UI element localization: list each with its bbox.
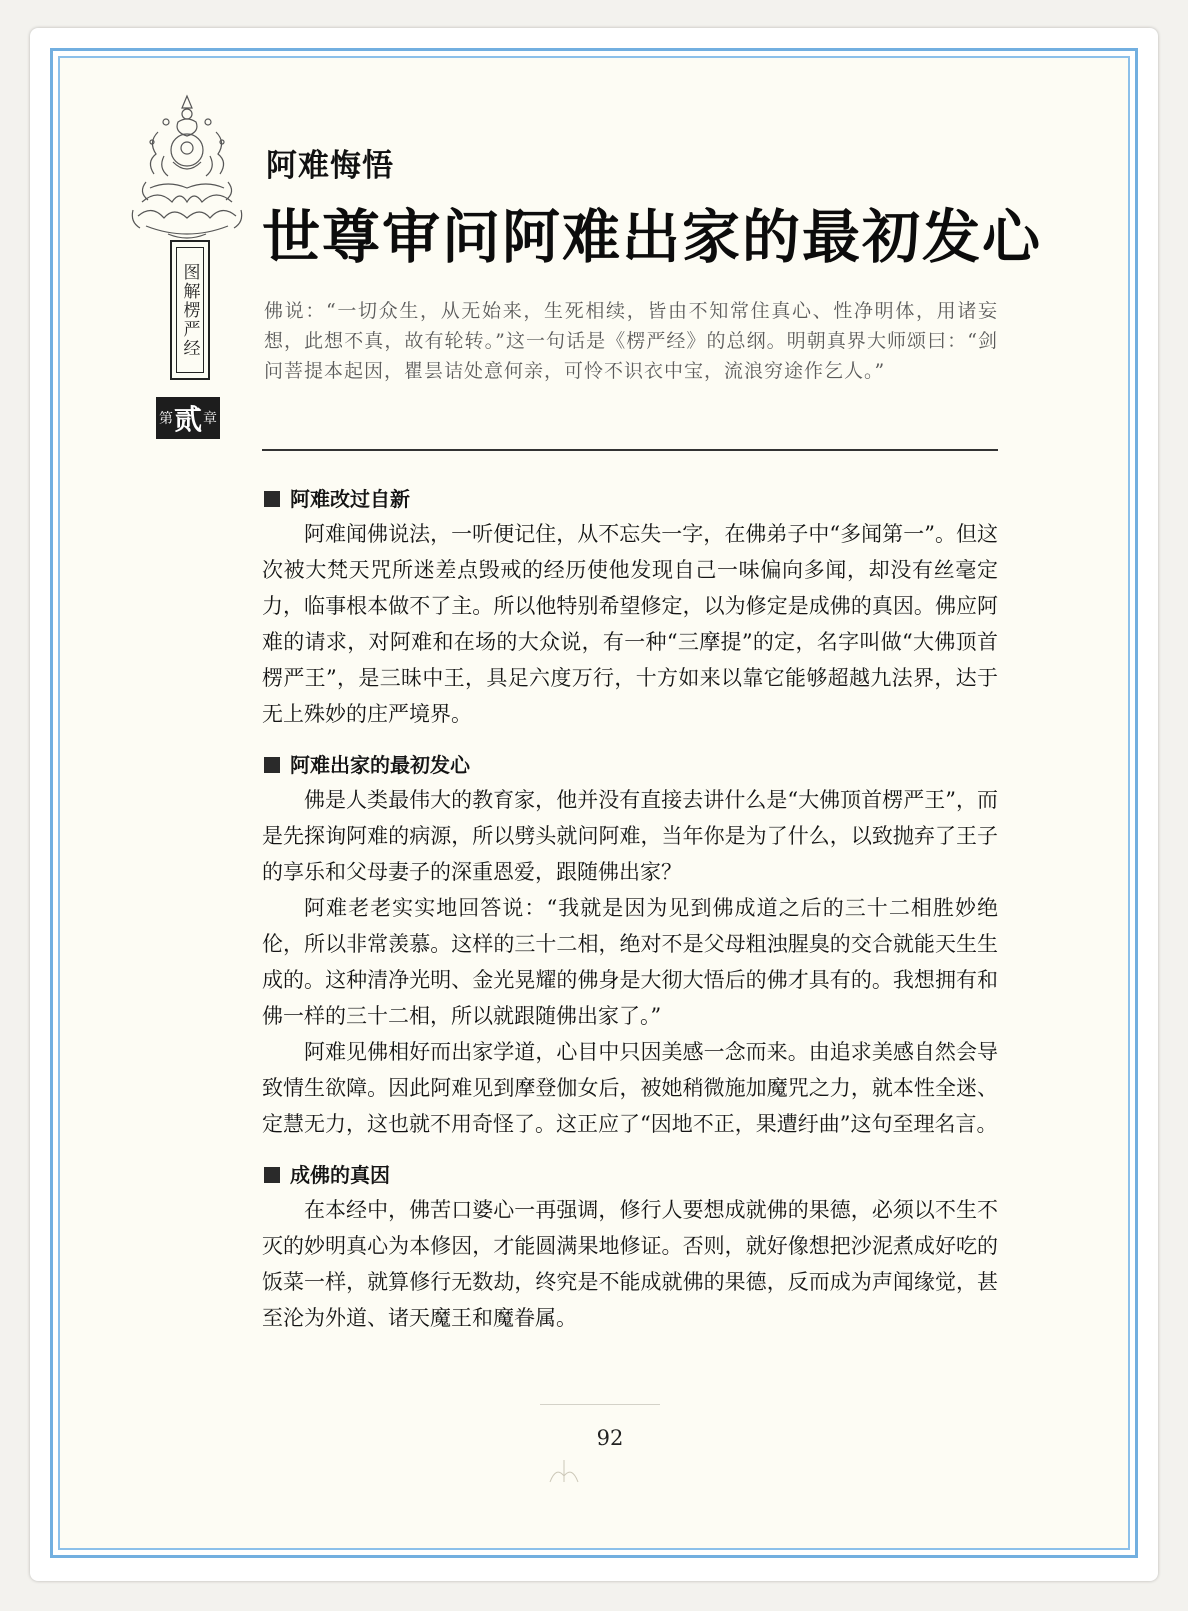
chapter-prefix: 第 — [158, 411, 173, 427]
section-heading-text: 阿难改过自新 — [290, 487, 410, 511]
article-body — [262, 478, 998, 1336]
section-heading-text: 成佛的真因 — [290, 1163, 390, 1187]
paragraph: 阿难见佛相好而出家学道，心目中只因美感一念而来。由追求美感自然会导致情生欲障。因此阿难见到摩登伽女后，被她稍微施加魔咒之力，就本性全迷、定慧无力，这也就不用奇怪了。这正应了“因地不正，果遭纡曲”这句至理名言。 — [262, 1040, 998, 1136]
paragraph: 阿难老老实实地回答说：“我就是因为见到佛成道之后的三十二相胜妙绝伦，所以非常羡慕。这样的三十二相，绝对不是父母粗浊腥臭的交合就能天生生成的。这种清净光明、金光晃耀的佛身是大彻大悟后的佛才具有的。我想拥有和佛一样的三十二相，所以就跟随佛出家了。” — [262, 896, 998, 1028]
lotus-buddha-emblem-icon — [128, 92, 246, 262]
footer-ornament-icon — [546, 1456, 582, 1486]
paragraph: 佛是人类最伟大的教育家，他并没有直接去讲什么是“大佛顶首楞严王”，而是先探询阿难的病源，所以劈头就问阿难，当年你是为了什么，以致抛弃了王子的享乐和父母妻子的深重恩爱，跟随佛出家？ — [262, 788, 999, 884]
page-number: 92 — [596, 1426, 624, 1450]
book-title-tab — [170, 240, 210, 380]
paragraph: 在本经中，佛苦口婆心一再强调，修行人要想成就佛的果德，必须以不生不灭的妙明真心为本修因，才能圆满果地修证。否则，就好像想把沙泥煮成好吃的饭菜一样，就算修行无数劫，终究是不能成就佛的果德，反而成为声闻缘觉，甚至沦为外道、诸天魔王和魔眷属。 — [262, 1198, 998, 1330]
page-title: 世尊审问阿难出家的最初发心 — [262, 203, 1043, 271]
square-bullet-icon — [264, 757, 280, 773]
square-bullet-icon — [264, 491, 280, 507]
divider — [262, 449, 998, 451]
chapter-suffix: 章 — [203, 411, 217, 427]
section-heading-1 — [262, 482, 998, 516]
square-bullet-icon — [264, 1167, 280, 1183]
footer-line — [540, 1404, 660, 1405]
paragraph: 阿难闻佛说法，一听便记住，从不忘失一字，在佛弟子中“多闻第一”。但这次被大梵天咒所迷差点毁戒的经历使他发现自己一味偏向多闻，却没有丝毫定力，临事根本做不了主。所以他特别希望修定，以为修定是成佛的真因。佛应阿难的请求，对阿难和在场的大众说，有一种“三摩提”的定，名字叫做“大佛顶首楞严王”，是三昧中王，具足六度万行，十方如来以靠它能够超越九法界，达于无上殊妙的庄严境界。 — [262, 522, 998, 726]
chapter-number: 贰 — [173, 403, 202, 436]
chapter-badge — [156, 397, 220, 439]
section-heading-3 — [262, 1158, 998, 1192]
section-heading-2 — [262, 748, 998, 782]
section-heading-text: 阿难出家的最初发心 — [290, 753, 470, 777]
book-title: 图解楞严经 — [176, 247, 204, 373]
intro-quote: 佛说：“一切众生，从无始来，生死相续，皆由不知常住真心、性净明体，用诸妄想，此想不真，故有轮转。”这一句话是《楞严经》的总纲。明朝真界大师颂曰：“剑问菩提本起因，瞿昙诘处意何亲，可怜不识衣中宝，流浪穷途作乞人。” — [264, 300, 998, 382]
section-subtitle: 阿难悔悟 — [266, 148, 394, 184]
